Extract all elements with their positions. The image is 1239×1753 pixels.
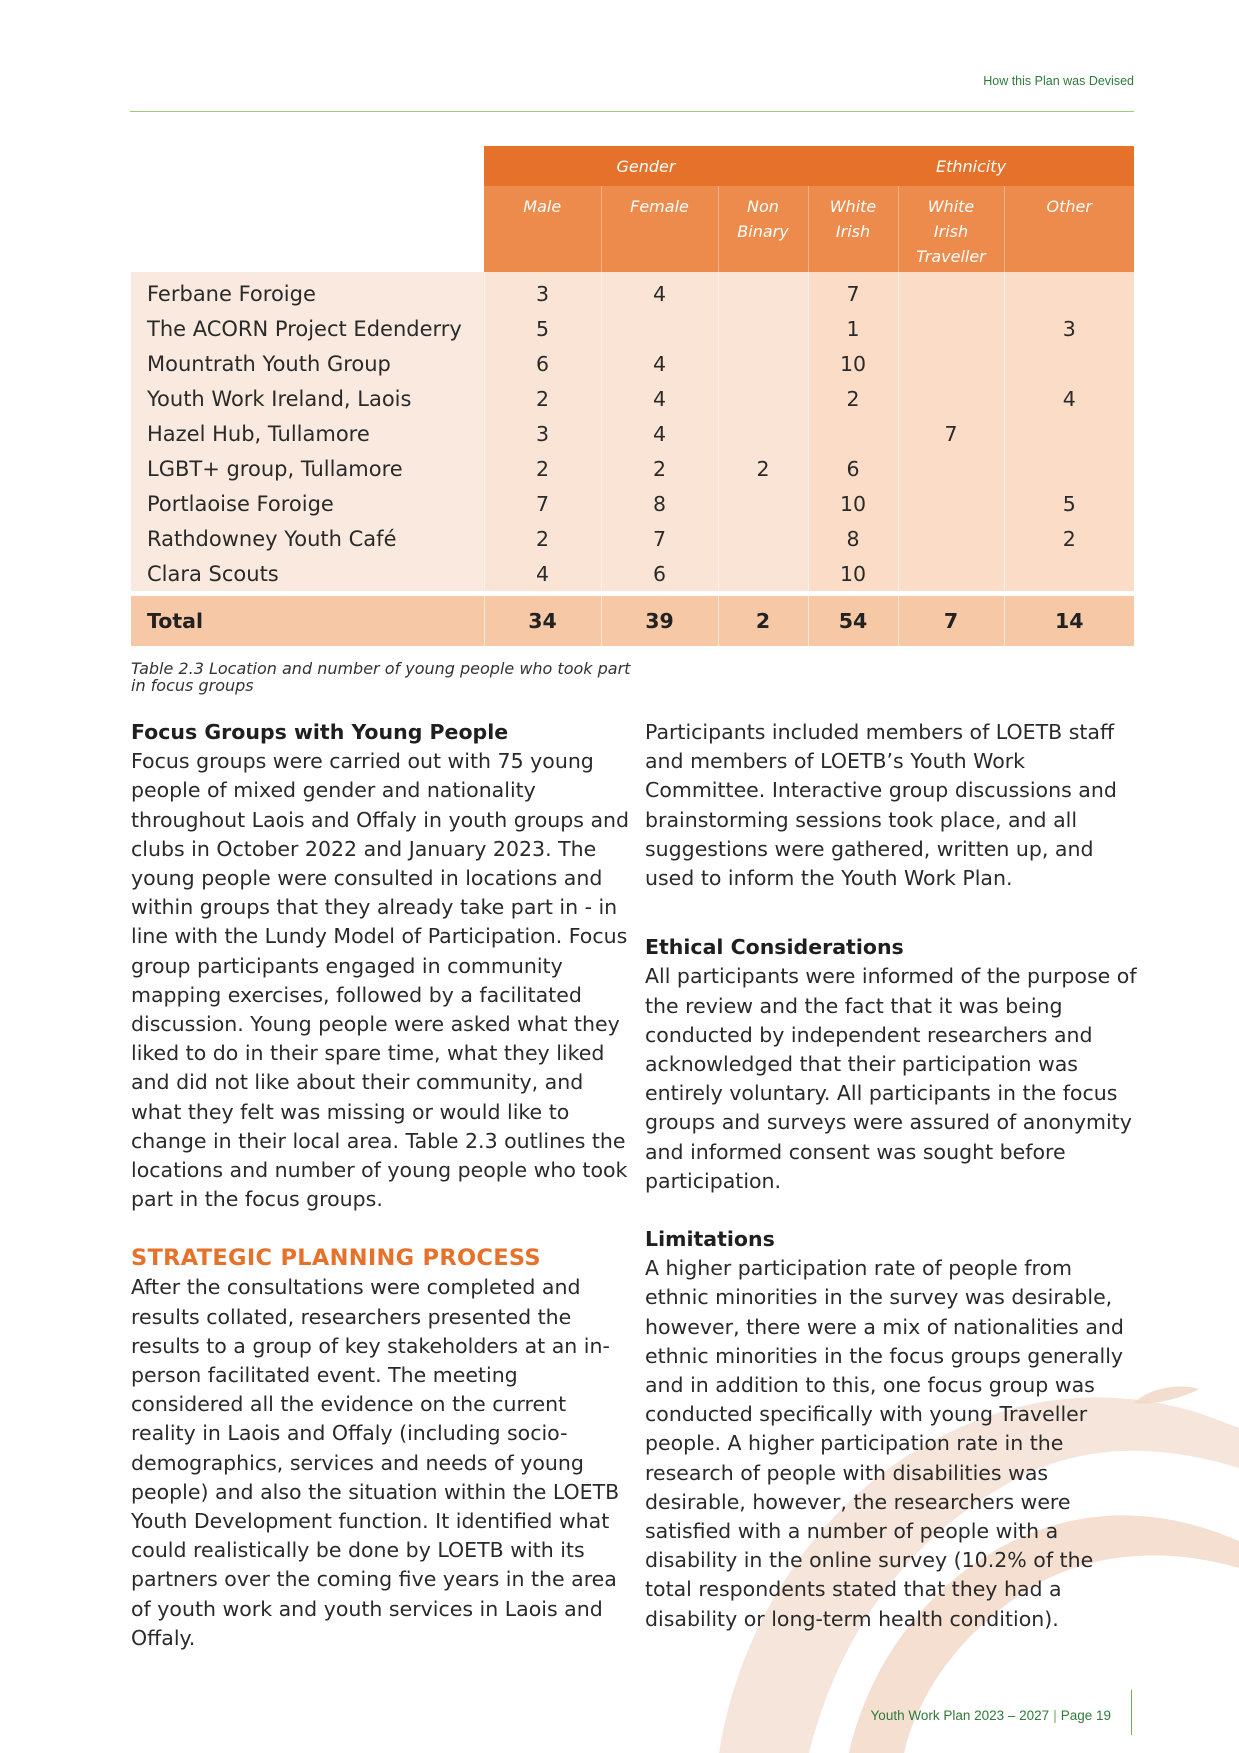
table-cell — [718, 521, 808, 556]
table-cell — [601, 311, 718, 346]
total-cell: 39 — [601, 594, 718, 647]
ethical-considerations-heading: Ethical Considerations — [645, 935, 904, 960]
table-row — [131, 556, 1134, 594]
table-caption: Table 2.3 Location and number of young people who took part in focus groups — [131, 659, 631, 695]
table-cell — [718, 272, 808, 311]
page-number: Page 19 — [1060, 1708, 1111, 1723]
table-cell — [808, 416, 898, 451]
table-cell: 3 — [484, 272, 601, 311]
table-cell — [1004, 346, 1134, 381]
table-cell — [718, 381, 808, 416]
table-cell: 6 — [484, 346, 601, 381]
table-cell: 4 — [601, 416, 718, 451]
document-title: Youth Work Plan 2023 – 2027 — [870, 1708, 1050, 1723]
page-footer — [871, 1708, 1111, 1723]
table-cell — [718, 556, 808, 594]
column-header-row — [131, 186, 1134, 272]
row-location-name: LGBT+ group, Tullamore — [131, 451, 484, 486]
row-location-name: Youth Work Ireland, Laois — [131, 381, 484, 416]
total-cell: 34 — [484, 594, 601, 647]
table-cell — [718, 486, 808, 521]
table-cell: 2 — [1004, 521, 1134, 556]
row-location-name: Mountrath Youth Group — [131, 346, 484, 381]
table-cell: 4 — [1004, 381, 1134, 416]
strategic-planning-heading: STRATEGIC PLANNING PROCESS — [131, 1245, 541, 1272]
group-header-row — [131, 146, 1134, 186]
table-cell — [898, 486, 1004, 521]
column-header-white-irish-traveller: White Irish Traveller — [898, 186, 1004, 272]
table-cell — [718, 346, 808, 381]
table-total-row — [131, 594, 1134, 647]
table-cell: 6 — [808, 451, 898, 486]
table-cell: 10 — [808, 556, 898, 594]
table-row — [131, 416, 1134, 451]
gender-group-header: Gender — [484, 146, 808, 186]
table-cell: 2 — [484, 381, 601, 416]
table-cell — [1004, 556, 1134, 594]
table-cell: 7 — [898, 416, 1004, 451]
header-divider — [130, 111, 1134, 112]
table-cell — [718, 416, 808, 451]
table-cell — [1004, 272, 1134, 311]
ethical-considerations-body: All participants were informed of the purpose of the review and the fact that it was being conducted by independent researchers and acknowledged that their participation was entirely voluntary. All participants in the focus groups and surveys were assured of anonymity and informed consent was sought before participation. — [645, 964, 1137, 1193]
table-cell: 8 — [601, 486, 718, 521]
table-cell: 5 — [484, 311, 601, 346]
row-location-name: Rathdowney Youth Café — [131, 521, 484, 556]
total-cell: 14 — [1004, 594, 1134, 647]
row-location-name: Ferbane Foroige — [131, 272, 484, 311]
table-row — [131, 346, 1134, 381]
table-row — [131, 381, 1134, 416]
table-cell — [718, 311, 808, 346]
table-cell: 2 — [718, 451, 808, 486]
table-cell — [898, 381, 1004, 416]
row-location-name: The ACORN Project Edenderry — [131, 311, 484, 346]
total-label: Total — [131, 594, 484, 647]
table-cell — [898, 346, 1004, 381]
table-cell: 7 — [484, 486, 601, 521]
table-cell: 10 — [808, 486, 898, 521]
left-column — [131, 718, 631, 1653]
table-cell: 7 — [601, 521, 718, 556]
section-title: How this Plan was Devised — [983, 74, 1134, 88]
table-cell — [1004, 451, 1134, 486]
ethnicity-group-header: Ethnicity — [808, 146, 1134, 186]
table-row — [131, 272, 1134, 311]
table-cell: 3 — [484, 416, 601, 451]
table-cell: 4 — [601, 346, 718, 381]
table-cell: 2 — [808, 381, 898, 416]
column-header-male: Male — [484, 186, 601, 272]
table-row — [131, 521, 1134, 556]
column-header-other: Other — [1004, 186, 1134, 272]
row-location-name: Portlaoise Foroige — [131, 486, 484, 521]
table-cell: 4 — [484, 556, 601, 594]
table-cell: 5 — [1004, 486, 1134, 521]
table-cell — [898, 451, 1004, 486]
table-cell: 3 — [1004, 311, 1134, 346]
column-header-white-irish: White Irish — [808, 186, 898, 272]
table-cell: 6 — [601, 556, 718, 594]
table-row — [131, 311, 1134, 346]
strategic-planning-body: After the consultations were completed and results collated, researchers presented the results to a group of key stakeholders at an in-person facilitated event. The meeting considered all the evidence on the current reality in Laois and Offaly (including socio-demographics, services and needs of young people) and also the situation within the LOETB Youth Development function. It identified what could realistically be done by LOETB with its partners over the coming five years in the area of youth work and youth services in Laois and Offaly. — [131, 1275, 620, 1650]
table-cell: 8 — [808, 521, 898, 556]
participants-table — [131, 146, 1134, 646]
table-cell — [898, 272, 1004, 311]
table-cell: 2 — [484, 451, 601, 486]
table-cell: 4 — [601, 381, 718, 416]
focus-groups-heading: Focus Groups with Young People — [131, 720, 509, 744]
table-cell: 2 — [601, 451, 718, 486]
participants-body: Participants included members of LOETB staff and members of LOETB’s Youth Work Committee. Interactive group discussions and brainstorming sessions took place, and all suggestions were gathered, written up, and used to inform the Youth Work Plan. — [645, 720, 1117, 891]
table-body — [131, 272, 1134, 594]
table-row — [131, 486, 1134, 521]
total-cell: 7 — [898, 594, 1004, 647]
table-row — [131, 451, 1134, 486]
table-cell — [898, 521, 1004, 556]
footer-divider — [1131, 1690, 1132, 1735]
focus-groups-body: Focus groups were carried out with 75 young people of mixed gender and nationality throughout Laois and Offaly in youth groups and clubs in October 2022 and January 2023. The young people were consulted in locations and within groups that they already take part in - in line with the Lundy Model of Participation. Focus group participants engaged in community mapping exercises, followed by a facilitated discussion. Young people were asked what they liked to do in their spare time, what they liked and did not like about their community, and what they felt was missing or would like to change in their local area. Table 2.3 outlines the locations and number of young people who took part in the focus groups. — [131, 749, 630, 1212]
limitations-heading: Limitations — [645, 1227, 775, 1252]
table-cell — [898, 556, 1004, 594]
footer-separator: | — [1053, 1708, 1057, 1723]
table-cell: 10 — [808, 346, 898, 381]
table-cell: 4 — [601, 272, 718, 311]
right-column — [645, 718, 1140, 1634]
row-location-name: Clara Scouts — [131, 556, 484, 594]
table-cell: 2 — [484, 521, 601, 556]
table-cell — [1004, 416, 1134, 451]
row-location-name: Hazel Hub, Tullamore — [131, 416, 484, 451]
column-header-non-binary: Non Binary — [718, 186, 808, 272]
column-header-female: Female — [601, 186, 718, 272]
table-cell: 1 — [808, 311, 898, 346]
table-cell: 7 — [808, 272, 898, 311]
total-cell: 2 — [718, 594, 808, 647]
limitations-body: A higher participation rate of people from ethnic minorities in the survey was desirable, however, there were a mix of nationalities and ethnic minorities in the focus groups generally and in addition to this, one focus group was conducted specifically with young Traveller people. A higher participation rate in the research of people with disabilities was desirable, however, the researchers were satisfied with a number of people with a disability in the online survey (10.2% of the total respondents stated that they had a disability or long-term health condition). — [645, 1256, 1124, 1631]
total-cell: 54 — [808, 594, 898, 647]
table-cell — [898, 311, 1004, 346]
